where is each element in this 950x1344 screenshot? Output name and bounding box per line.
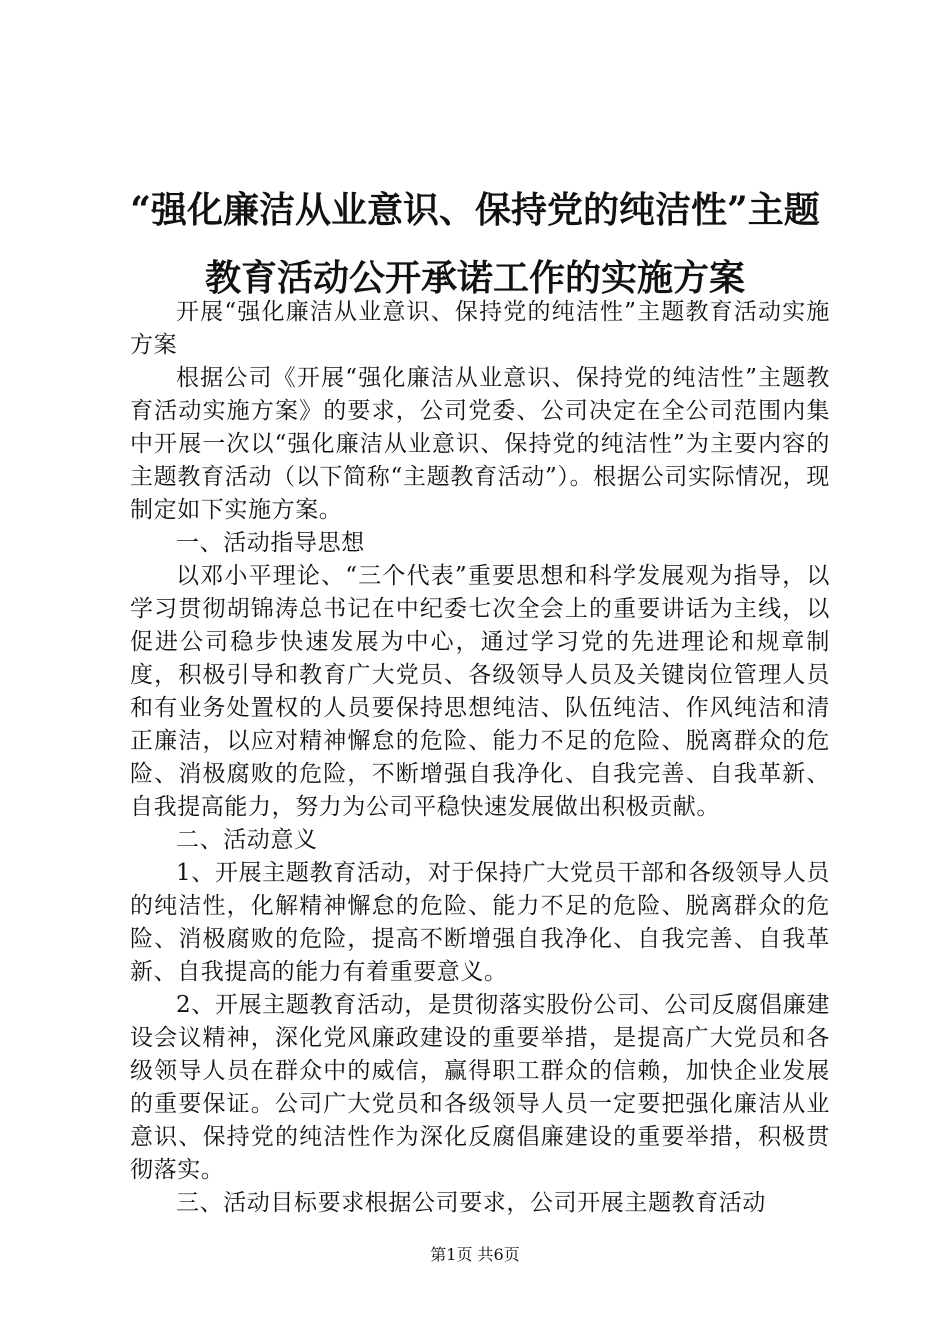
document-body — [130, 296, 830, 1220]
paragraph-significance-1: 1、开展主题教育活动，对于保持广大党员干部和各级领导人员的纯洁性，化解精神懈怠的危险、能力不足的危险、脱离群众的危险、消极腐败的危险，提高不断增强自我净化、自我完善、自我革新、自我提高的能力有着重要意义。 — [130, 860, 830, 985]
title-line-2: 教育活动公开承诺工作的实施方案 — [204, 257, 745, 299]
paragraph-guiding-ideology: 以邓小平理论、“三个代表”重要思想和科学发展观为指导，以学习贯彻胡锦涛总书记在中纪委七次全会上的重要讲话为主线，以促进公司稳步快速发展为中心，通过学习党的先进理论和规章制度，积极引导和教育广大党员、各级领导人员及关键岗位管理人员和有业务处置权的人员要保持思想纯洁、队伍纯洁、作风纯洁和清正廉洁，以应对精神懈怠的危险、能力不足的危险、脱离群众的危险、消极腐败的危险，不断增强自我净化、自我完善、自我革新、自我提高能力，努力为公司平稳快速发展做出积极贡献。 — [130, 563, 830, 820]
page-number: 第1页 共6页 — [430, 1245, 520, 1264]
section-heading-1: 一、活动指导思想 — [176, 530, 365, 556]
section-heading-2: 二、活动意义 — [176, 827, 318, 853]
section-heading-3: 三、活动目标要求根据公司要求，公司开展主题教育活动 — [176, 1190, 766, 1216]
document-title — [100, 176, 850, 312]
paragraph-background: 根据公司《开展“强化廉洁从业意识、保持党的纯洁性”主题教育活动实施方案》的要求，公司党委、公司决定在全公司范围内集中开展一次以“强化廉洁从业意识、保持党的纯洁性”为主要内容的主题教育活动（以下简称“主题教育活动”）。根据公司实际情况，现制定如下实施方案。 — [130, 365, 830, 523]
paragraph-intro: 开展“强化廉洁从业意识、保持党的纯洁性”主题教育活动实施方案 — [130, 299, 830, 358]
title-line-1: “强化廉洁从业意识、保持党的纯洁性”主题 — [130, 189, 820, 231]
paragraph-significance-2: 2、开展主题教育活动，是贯彻落实股份公司、公司反腐倡廉建设会议精神，深化党风廉政建设的重要举措，是提高广大党员和各级领导人员在群众中的威信，赢得职工群众的信赖，加快企业发展的重要保证。公司广大党员和各级领导人员一定要把强化廉洁从业意识、保持党的纯洁性作为深化反腐倡廉建设的重要举措，积极贯彻落实。 — [130, 992, 830, 1183]
